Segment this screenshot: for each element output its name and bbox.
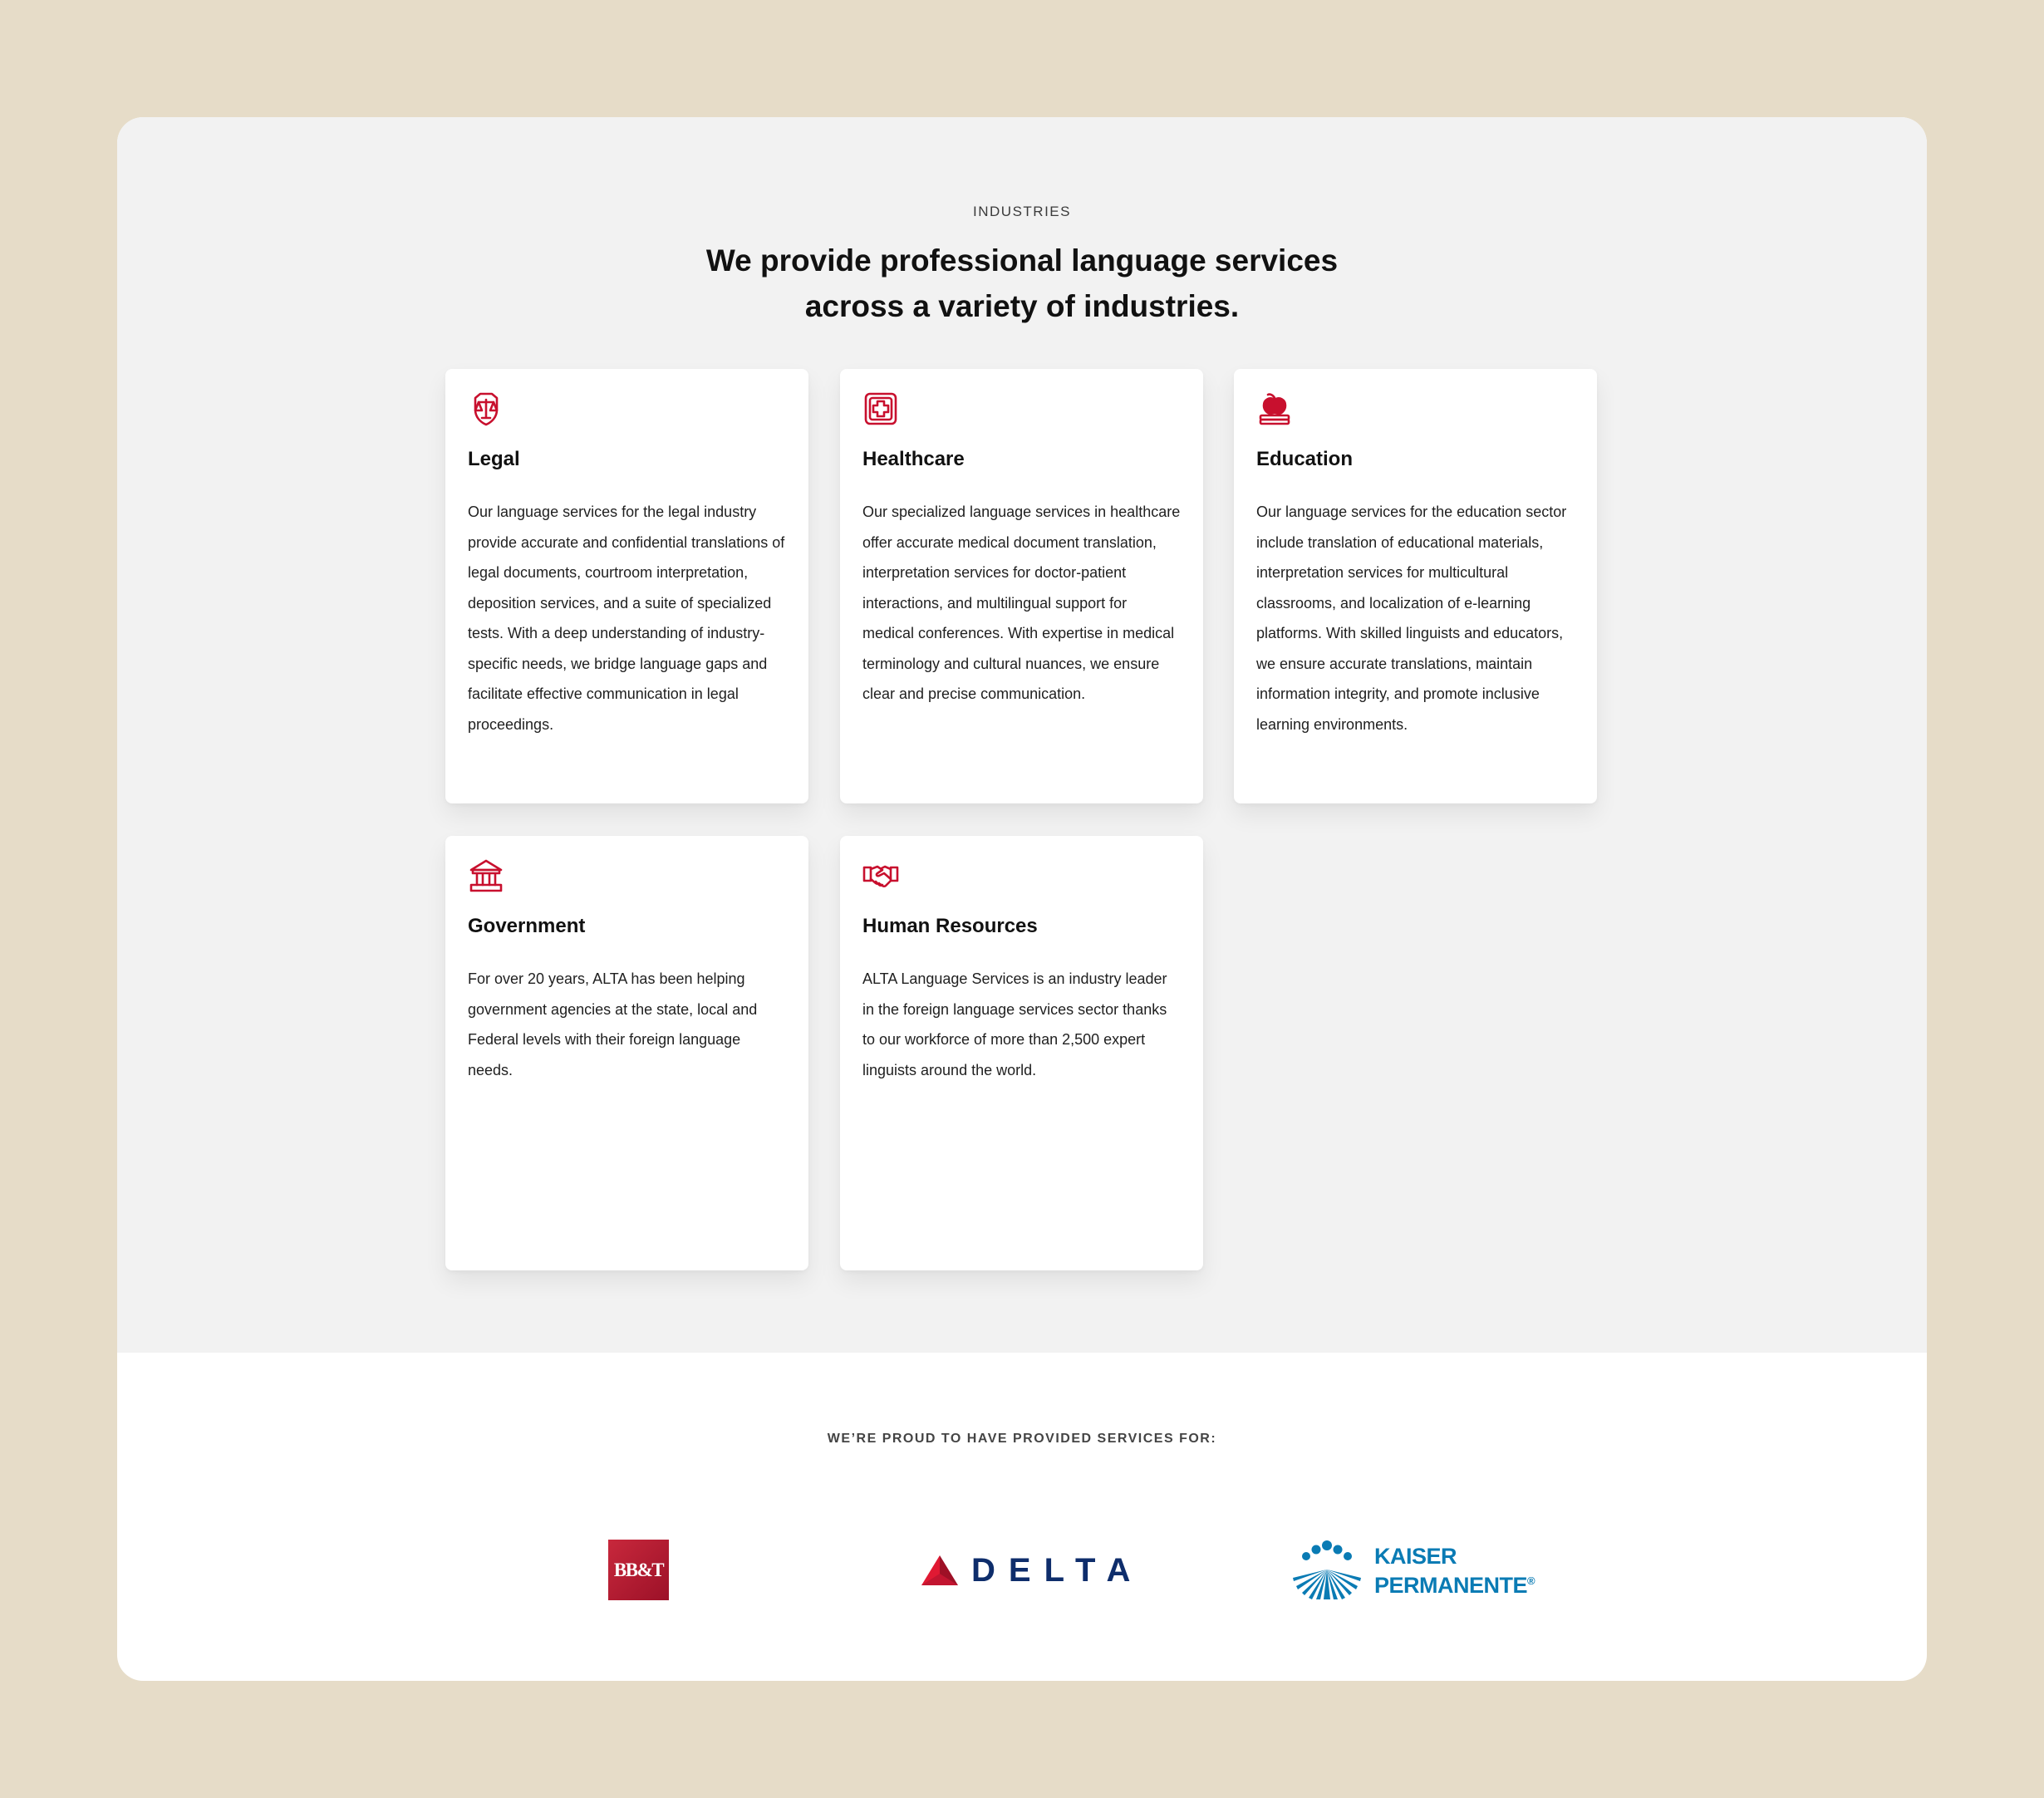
industries-section — [117, 117, 1927, 1353]
scales-icon — [468, 391, 504, 427]
card-description: For over 20 years, ALTA has been helping government agencies at the state, local and Federal levels with their foreign language needs. — [468, 970, 758, 1078]
kaiser-people-icon — [1293, 1540, 1361, 1601]
industry-card-healthcare[interactable] — [840, 369, 1203, 803]
medical-cross-icon — [862, 391, 899, 427]
card-description: ALTA Language Services is an industry leader in the foreign language services sector thanks to our workforce of more than 2,500 expert linguists around the world. — [862, 970, 1167, 1078]
industry-card-government[interactable] — [445, 836, 808, 1270]
card-description: Our language services for the legal industry provide accurate and confidential translations of legal documents, courtroom interpretation, deposition services, and a suite of specialized tests. With a deep understanding of industry-specific needs, we bridge language gaps and facilitate effective communication in legal proceedings. — [468, 504, 785, 733]
handshake-icon — [862, 857, 899, 894]
government-building-icon — [468, 857, 504, 894]
delta-logo — [920, 1552, 1143, 1589]
kaiser-wordmark-line-2: PERMANENTE — [1374, 1572, 1528, 1598]
card-description: Our language services for the education sector include translation of educational materials, interpretation services for multicultural classrooms, and localization of e-learning platforms. With skilled linguists and educators, we ensure accurate translations, maintain information integrity, and promote inclusive learning environments. — [1256, 504, 1567, 733]
section-headline — [117, 238, 1927, 329]
kaiser-wordmark — [1374, 1544, 1535, 1598]
card-title: Government — [468, 915, 586, 937]
kaiser-wordmark-line-1: KAISER — [1374, 1543, 1457, 1569]
bbt-logo — [608, 1540, 669, 1600]
bbt-logo-text: BB&T — [613, 1559, 664, 1580]
delta-widget-icon — [920, 1554, 960, 1587]
delta-wordmark: DELTA — [971, 1551, 1144, 1589]
card-title: Human Resources — [862, 915, 1038, 937]
section-eyebrow: INDUSTRIES — [973, 204, 1071, 219]
kaiser-permanente-logo — [1293, 1540, 1535, 1601]
industry-card-education[interactable] — [1234, 369, 1597, 803]
registered-mark: ® — [1527, 1574, 1535, 1587]
apple-books-icon — [1256, 391, 1293, 427]
card-title: Healthcare — [862, 448, 965, 470]
card-description: Our specialized language services in healthcare offer accurate medical document translation, interpretation services for doctor-patient interactions, and multilingual support for medical conferences. With expertise in medical terminology and cultural nuances, we ensure clear and precise communication. — [862, 504, 1181, 702]
card-title: Legal — [468, 448, 520, 470]
industry-card-human-resources[interactable] — [840, 836, 1203, 1270]
industry-card-legal[interactable] — [445, 369, 808, 803]
headline-line-1: We provide professional language services — [705, 243, 1339, 278]
headline-line-2: across a variety of industries. — [804, 289, 1240, 323]
card-title: Education — [1256, 448, 1354, 470]
content-frame — [117, 117, 1927, 1681]
clients-label: WE’RE PROUD TO HAVE PROVIDED SERVICES FOR: — [827, 1432, 1217, 1446]
